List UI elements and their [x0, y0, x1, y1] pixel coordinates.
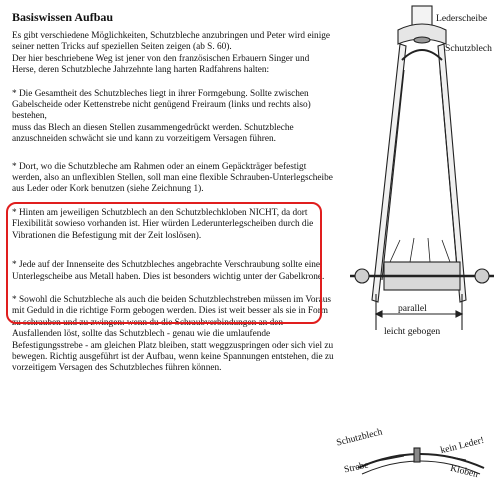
- label-parallel: parallel: [398, 303, 427, 314]
- paragraph-formbiegen: * Sowohl die Schutzbleche als auch die beiden Schutzblechstreben müssen im Voraus mit Geduld in die richtige Form gebogen werden. Dies ist weit besser als sie in Form zu schrauben und zu zwingen: wenn du die Schraubverbindungen an den Ausfallenden löst, sollte das Schutzblech - genau wie die umlaufende Befestigungsstrebe - am gleichen Platz bleiben, statt weggzuspringen oder sich viel zu bewegen. Richtig ausgeführt ist der Aufbau, wenn keine Spannungen entstehen, die zu vorzeitigem Versagen des Schutzbleches führen können.: [12, 294, 334, 374]
- paragraph-lederscheibe: * Dort, wo die Schutzbleche am Rahmen oder an einem Gepäckträger befestigt werden, also an unflexiblen Stellen, soll man eine flexible Schrauben-Unterlegscheibe aus Leder oder Kork benutzen (siehe Zeichnung 1).: [12, 161, 333, 195]
- label-strebe: Strebe: [343, 459, 370, 476]
- label-kein-leder: kein Leder!: [439, 434, 486, 457]
- section-title: Basiswissen Aufbau: [12, 10, 114, 24]
- label-schutzblech-top: Schutzblech: [445, 43, 492, 54]
- paragraph-intro: Es gibt verschiedene Möglichkeiten, Schutzbleche anzubringen und Peter wird einige seiner netten Tricks auf speziellen Seiten zeigen (ab S. 60). Der hier beschriebene Weg ist jener von den französischen Erbauern Singer und Herse, deren Schutzbleche Jahrzehnte lang harten Radfahrens halten:: [12, 31, 331, 76]
- label-leicht-gebogen: leicht gebogen: [384, 326, 441, 337]
- paragraph-metallscheibe: * Jede auf der Innenseite des Schutzbleches angebrachte Verschraubung sollte eine Unterlegscheibe aus Metall haben. Dies ist besonders wichtig unter der Gabelkrone.: [12, 260, 325, 282]
- label-schutzblech-bottom: Schutzblech: [335, 426, 384, 449]
- label-kloben: Kloben: [449, 462, 480, 481]
- label-lederscheibe: Lederscheibe: [436, 13, 488, 24]
- paragraph-kloben: * Hinten am jeweiligen Schutzblech an den Schutzblechkloben NICHT, da dort Flexibilität sowieso vorhanden ist. Hier würden Lederunterlegscheiben durch die Vibrationen die Befestigung mit der Zeit loslösen).: [12, 207, 314, 241]
- paragraph-formgebung: * Die Gesamtheit des Schutzbleches liegt in ihrer Formgebung. Sollte zwischen Gabelscheide oder Kettenstrebe nicht genügend Freiraum (links und rechts also) bestehen, muss das Blech an diesen Stellen zusammengedrückt werden. Schutzbleche anzuschneiden schwächt sie und kann zu vorzeitigem Versagen führen.: [12, 88, 311, 145]
